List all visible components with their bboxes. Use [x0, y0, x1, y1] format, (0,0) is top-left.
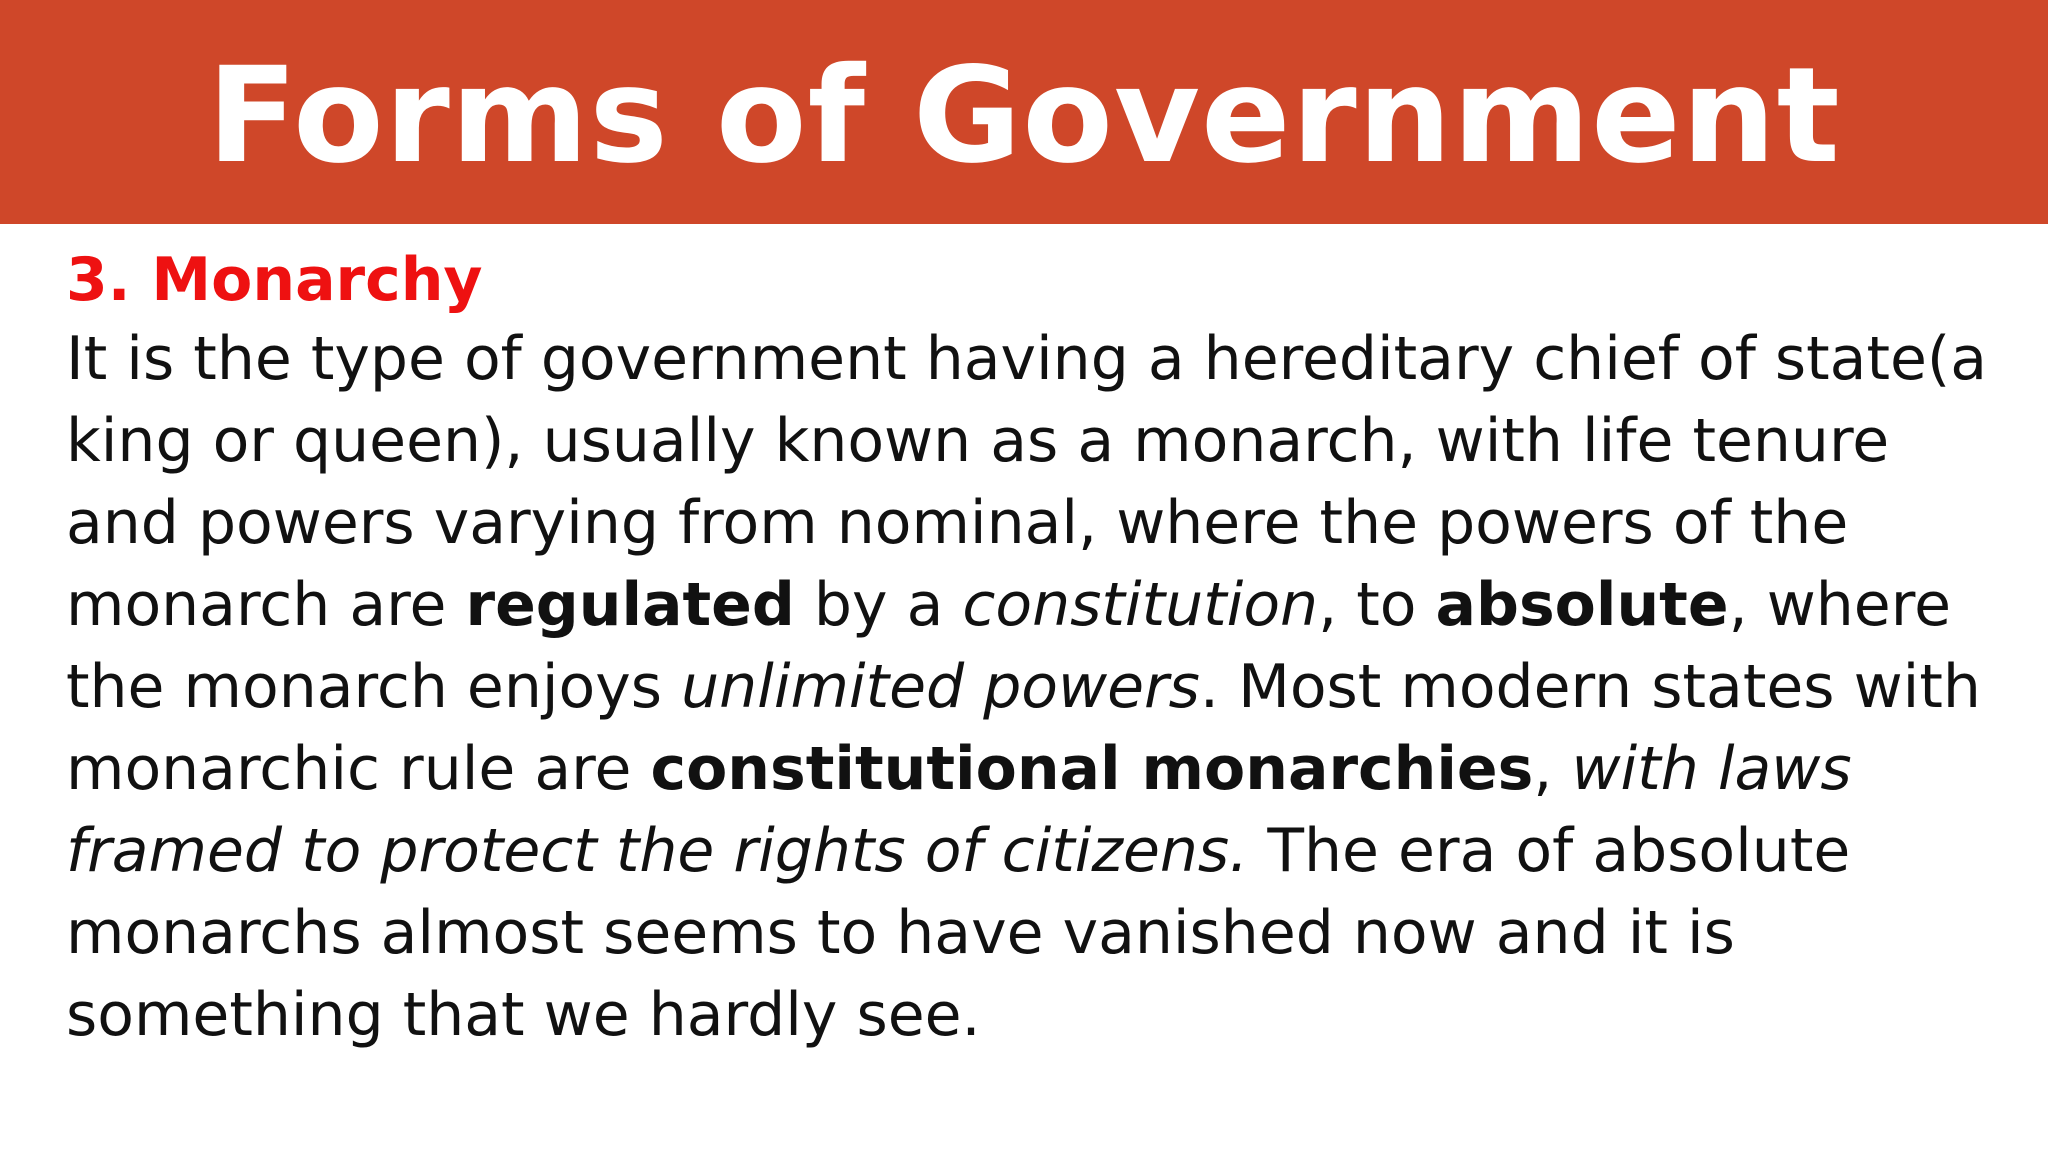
italic-text: with laws: [1571, 734, 1852, 804]
text-run: king or queen), usually known as a monarch, with life tenure: [66, 406, 1890, 476]
body-paragraph: [66, 318, 2006, 1056]
bold-text: absolute: [1435, 570, 1729, 640]
paragraph-line: [66, 482, 2006, 564]
italic-text: framed to protect the rights of citizens.: [66, 816, 1249, 886]
paragraph-line: [66, 564, 2006, 646]
text-run: the monarch enjoys: [66, 652, 682, 722]
text-run: The era of absolute: [1248, 816, 1851, 886]
text-run: , to: [1318, 570, 1436, 640]
text-run: ,: [1533, 734, 1572, 804]
text-run: . Most modern states with: [1199, 652, 1981, 722]
italic-text: unlimited powers: [681, 652, 1200, 722]
bold-text: regulated: [465, 570, 795, 640]
text-run: monarchic rule are: [66, 734, 651, 804]
text-run: monarch are: [66, 570, 466, 640]
italic-text: constitution: [962, 570, 1319, 640]
slide-title: Forms of Government: [207, 39, 1841, 193]
bold-text: constitutional monarchies: [650, 734, 1534, 804]
text-run: , where: [1728, 570, 1951, 640]
text-run: and powers varying from nominal, where the powers of the: [66, 488, 1849, 558]
text-run: It is the type of government having a hereditary chief of state(a: [66, 324, 1988, 394]
paragraph-line: [66, 728, 2006, 810]
paragraph-line: [66, 892, 2006, 974]
paragraph-line: [66, 318, 2006, 400]
text-run: monarchs almost seems to have vanished now and it is: [66, 898, 1735, 968]
title-banner: [0, 0, 2048, 224]
slide-content: [66, 244, 2006, 1056]
section-heading: 3. Monarchy: [66, 245, 483, 315]
paragraph-line: [66, 974, 2006, 1056]
paragraph-line: [66, 400, 2006, 482]
paragraph-line: [66, 810, 2006, 892]
text-run: by a: [794, 570, 963, 640]
text-run: something that we hardly see.: [66, 980, 981, 1050]
paragraph-line: [66, 646, 2006, 728]
